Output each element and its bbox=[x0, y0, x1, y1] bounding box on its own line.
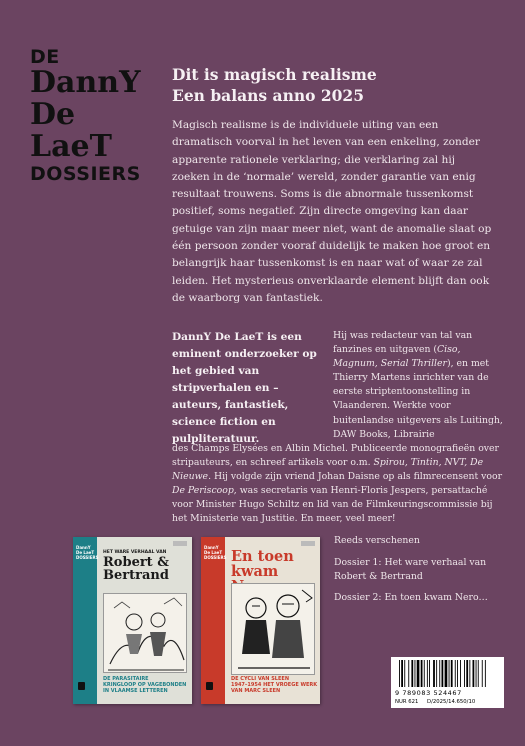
series-logo-danny: DannY bbox=[30, 65, 141, 100]
book-kicker: HET WARE VERHAAL VAN bbox=[103, 550, 167, 555]
book-title-a: En toen bbox=[231, 548, 294, 565]
barcode-bar bbox=[417, 660, 420, 687]
book-subtitle bbox=[231, 676, 317, 694]
page-title bbox=[172, 64, 377, 106]
barcode-bar bbox=[442, 660, 444, 687]
book-subtitle bbox=[103, 676, 186, 694]
barcode-bar bbox=[433, 660, 435, 687]
series-logo bbox=[30, 48, 141, 185]
barcode-nur: NUR 621 bbox=[395, 699, 419, 705]
bio-right-emphasis-1: Ciso, Magnum, Serial Thriller bbox=[333, 344, 461, 370]
book-illustration bbox=[231, 583, 315, 675]
barcode-bar bbox=[424, 660, 425, 687]
bio-lead: DannY De LaeT is een eminent onderzoeker op het gebied van stripverhalen en –auteurs, fantastiek, science fiction en pulpliteratuur. bbox=[172, 331, 317, 445]
book-badge bbox=[173, 541, 187, 546]
bio-full-text-1: des Champs Elysées en Albin Michel. Publiceerde monografieën over stripauteurs, en schreef artikels voor o.m. bbox=[172, 443, 499, 469]
published-list-heading: Reeds verschenen bbox=[334, 535, 420, 546]
barcode-bar bbox=[429, 660, 430, 687]
book-sub-2: 1947–1954 HET VROEGE WERK bbox=[231, 682, 318, 688]
barcode-bar bbox=[485, 660, 486, 687]
book-illustration bbox=[103, 593, 187, 673]
publisher-mark-icon bbox=[206, 682, 213, 690]
book-sub-3: VAN MARC SLEEN bbox=[231, 688, 281, 694]
barcode-bar bbox=[482, 660, 483, 687]
book-badge bbox=[301, 541, 315, 546]
list-item: Dossier 2: En toen kwam Nero… bbox=[334, 592, 488, 604]
barcode-deposit: D/2025/14.650/10 bbox=[427, 699, 476, 705]
barcode-bar bbox=[399, 660, 400, 687]
barcode-bar bbox=[436, 660, 437, 687]
series-logo-de: DE bbox=[30, 46, 60, 68]
barcode-bar bbox=[478, 660, 479, 687]
barcode-bar bbox=[415, 660, 416, 687]
barcode-bar bbox=[439, 660, 440, 687]
barcode-bar bbox=[404, 660, 405, 687]
series-logo-dossiers: DOSSIERS bbox=[30, 163, 141, 185]
book-spine-logo: DannY De LaeT DOSSIERS bbox=[204, 545, 227, 560]
barcode-bar bbox=[457, 660, 458, 687]
book-sub-1: DE PARASITAIRE bbox=[103, 676, 149, 682]
title-line-1: Dit is magisch realisme bbox=[172, 65, 377, 84]
bio-full-text-2: . Hij volgde zijn vriend Johan Daisne op als filmrecensent voor bbox=[208, 471, 503, 483]
book-title-b: kwam bbox=[231, 563, 279, 580]
list-item: Dossier 1: Het ware verhaal van Robert & Bertrand bbox=[334, 557, 487, 583]
book-spine-logo: DannY De LaeT DOSSIERS bbox=[76, 545, 99, 560]
book-sub-3: IN VLAAMSE LETTEREN bbox=[103, 688, 168, 694]
barcode-digits: 9 789083 524467 bbox=[395, 689, 462, 697]
book-title-a: Robert & bbox=[103, 555, 169, 570]
barcode-bar bbox=[473, 660, 475, 687]
barcode-bar bbox=[455, 660, 456, 687]
intro-paragraph: Magisch realisme is de individuele uiting van een dramatisch voorval in het leven van een enkeling, zonder apparente rationele verklaring; die verklaring zal hij zoeken in de ‘normale’ wereld, zonder garantie van enig resultaat trouwens. Soms is die abnormale tussenkomst positief, soms negatief. Zijn directe omgeving kan daar getuige van zijn maar meer niet, want de anomalie slaat op één persoon zonder vooraf duidelijk te maken hoe groot en belangrijk haar tussenkomst is en naar wat of waar ze zal leiden. Het mysterieus onverklaarde element blijft dan ook de waarborg van fantastiek. bbox=[172, 119, 492, 304]
bio-right-text-1: Hij was redacteur van tal van fanzines en uitgaven ( bbox=[333, 330, 473, 356]
publisher-mark-icon bbox=[78, 682, 85, 690]
barcode-bar bbox=[451, 660, 453, 687]
bio-right bbox=[333, 329, 505, 442]
bio-right-text-2: ), en met Thierry Martens inrichter van de eerste striptentoonstelling in Vlaanderen. Werkte voor buitenlandse uitgevers als Luitingh, DAW Books, Librairie bbox=[333, 358, 503, 440]
barcode-bar bbox=[469, 660, 470, 687]
series-logo-laet: LaeT bbox=[30, 129, 112, 164]
published-list bbox=[334, 534, 504, 612]
barcode-bar bbox=[476, 660, 477, 687]
book-spine bbox=[201, 537, 225, 704]
bio-full-emphasis-2: De Periscoop bbox=[172, 485, 234, 497]
series-logo-de2: De bbox=[30, 97, 76, 132]
book-sub-1: DE CYCLI VAN SLEEN bbox=[231, 676, 290, 682]
barcode-bar bbox=[401, 660, 403, 687]
barcode-bar bbox=[421, 660, 423, 687]
book-cover-en-toen-kwam-nero bbox=[201, 537, 320, 704]
barcode-bar bbox=[449, 660, 450, 687]
barcode-bar bbox=[427, 660, 428, 687]
barcode-bars bbox=[391, 657, 504, 689]
bio-full-emphasis-1: Spirou, Tintin, NVT, De Nieuwe bbox=[172, 457, 484, 483]
barcode-bar bbox=[411, 660, 413, 687]
barcode-bar bbox=[445, 660, 448, 687]
barcode-bar bbox=[460, 660, 461, 687]
book-spine bbox=[73, 537, 97, 704]
book-title bbox=[103, 550, 169, 582]
barcode-bar bbox=[464, 660, 465, 687]
barcode-bar bbox=[466, 660, 468, 687]
book-sub-2: KRINGLOOP OP VAGEBONDEN bbox=[103, 682, 187, 688]
isbn-barcode bbox=[391, 657, 504, 708]
book-cover-robert-bertrand bbox=[73, 537, 192, 704]
bio-full bbox=[172, 442, 507, 527]
title-line-2: Een balans anno 2025 bbox=[172, 86, 365, 105]
book-title-b: Bertrand bbox=[103, 568, 169, 583]
bio-full-text-3: , was secretaris van Henri-Floris Jespers, persattaché voor Minister Hugo Schiltz en lid van de Filmkeuringscommissie bij het Ministerie van Justitie. En meer, veel meer! bbox=[172, 485, 493, 525]
barcode-bar bbox=[408, 660, 409, 687]
